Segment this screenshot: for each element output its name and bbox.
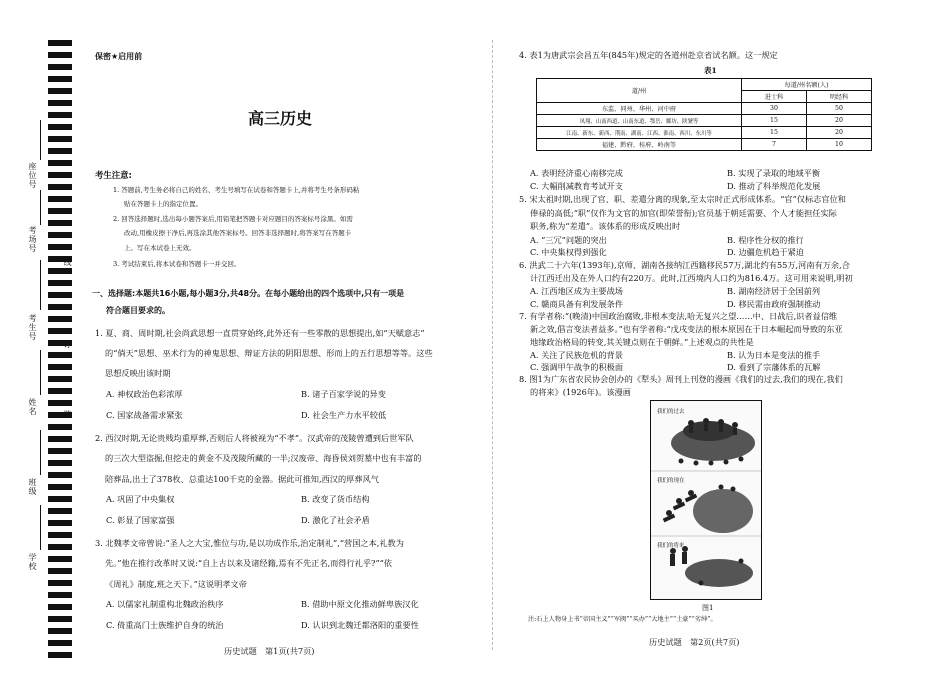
school-label: 学校	[28, 553, 37, 571]
q4-option-c[interactable]: C. 大幅削减教育考试开支	[530, 181, 624, 191]
table-cell-mingjing: 50	[806, 103, 871, 115]
q1-option-b[interactable]: B. 诸子百家学说的异变	[301, 389, 386, 399]
q7-option-c[interactable]: C. 强调甲午战争的积极面	[530, 362, 624, 372]
section-heading: 一、选择题:本题共16小题,每小题3分,共48分。在每小题给出的四个选项中,只有一项是	[92, 289, 405, 298]
q3-option-c[interactable]: C. 倚重高门士族维护自身的统治	[106, 620, 224, 630]
table-cell-mingjing: 20	[806, 115, 871, 127]
table-head-mingjing: 明经科	[806, 91, 871, 103]
quota-table	[536, 78, 872, 151]
q1-option-d[interactable]: D. 社会生产力水平较低	[301, 410, 387, 420]
class-label: 班级	[28, 478, 37, 496]
table-cell-mingjing: 10	[806, 139, 871, 151]
q2-line: 陪葬品,出土了378枚、总重达100千克的金器。据此可推知,西汉的厚葬风气	[105, 474, 379, 484]
cartoon-drawing	[651, 401, 761, 599]
q3-option-d[interactable]: D. 认识到北魏迁都洛阳的重要性	[301, 620, 419, 630]
cartoon-label-future: 我们的将来	[657, 543, 685, 549]
q3-line: 《周礼》制度,班之天下。”这说明孝文帝	[105, 579, 247, 589]
figure-caption: 图1	[702, 604, 714, 612]
q5-option-b[interactable]: B. 程序性分权的推行	[727, 235, 804, 245]
q1-line: 思想反映出该时期	[105, 368, 171, 378]
q3-line: 3. 北魏孝文帝曾说:“圣人之大宝,惟位与功,是以功成作乐,治定制礼”,“营国之本,礼教为	[95, 538, 404, 548]
table-cell-jinshi: 15	[742, 127, 807, 139]
page-title: 高三历史	[248, 109, 313, 128]
q5-line: 5. 宋太祖时期,出现了官、职、差遣分离的现象,至太宗时正式形成体系。“官”仅标志官位和	[519, 194, 846, 204]
q6-option-b[interactable]: B. 湖南经济居于全国前列	[727, 286, 821, 296]
notice-line: 上。写在本试卷上无效。	[124, 244, 196, 252]
q2-option-a[interactable]: A. 巩固了中央集权	[106, 494, 175, 504]
table-row	[537, 127, 872, 139]
q3-option-b[interactable]: B. 借助中原文化推动鲜卑族汉化	[301, 599, 419, 609]
q5-line: 职务,称为“差遣”。该体系的形成反映出时	[530, 221, 681, 231]
notice-title: 考生注意:	[95, 170, 132, 180]
q6-option-c[interactable]: C. 赣商具备有利发展条件	[530, 299, 624, 309]
q5-option-c[interactable]: C. 中央集权得到强化	[530, 247, 607, 257]
right-footer: 历史试题 第2页(共7页)	[649, 637, 740, 647]
notice-line: 1. 答题前,考生务必将自己的姓名、考生号填写在试卷和答题卡上,并将考生号条形码粘	[113, 186, 360, 194]
notice-line: 贴在答题卡上的指定位置。	[124, 200, 202, 208]
q7-line: 地缘政治格局的转变,其关键点则在于朝鲜。”上述观点的共性是	[530, 337, 754, 347]
staple-label: 订	[63, 340, 72, 349]
table-cell-region: 东监、同州、华州、河中府	[537, 103, 742, 115]
q6-line: 计江西迁出及在外人口约有220万。此时,江西境内人口约为816.4万。这可用来说明,明初	[530, 273, 853, 283]
q1-option-c[interactable]: C. 国家战备需求紧张	[106, 410, 183, 420]
q2-line: 2. 西汉时期,无论贵贱均重厚葬,否则后人将被视为“不孝”。汉武帝的茂陵曾遭到后世军队	[95, 433, 414, 443]
q6-option-a[interactable]: A. 江西地区成为主要战场	[530, 286, 623, 296]
table-cell-region: 江南、新东、新西、荆南、湖南、江西、淮南、西川、东川等	[537, 127, 742, 139]
table-cell-region: 凤翔、山南西道、山南东道、鄂岳、鄜坊、陕虢等	[537, 115, 742, 127]
table-cell-region: 福建、黔府、桂府、岭南等	[537, 139, 742, 151]
table-row	[537, 103, 872, 115]
bind-label: 装	[63, 410, 72, 419]
table-row	[537, 139, 872, 151]
q4-option-d[interactable]: D. 推动了科举规范化发展	[727, 181, 821, 191]
q5-line: 俸禄的高低;“职”仅作为文官的加官(即荣誉衔);官员基于朝廷需要、个人才能担任实际	[530, 208, 837, 218]
q6-line: 6. 洪武二十六年(1393年),京师、湖南各接纳江西籍移民57万,湖北约有55万,河南有万余,合	[519, 260, 850, 270]
examinee-label: 考生号	[28, 314, 37, 341]
table-cell-mingjing: 20	[806, 127, 871, 139]
q4-option-b[interactable]: B. 实现了录取的地域平衡	[727, 168, 821, 178]
table-caption: 表1	[704, 66, 717, 75]
table-row	[537, 115, 872, 127]
figure-note: 注:石上人物身上书“帝国主义”“军阀”“买办”“大地主”“土豪”“劣绅”。	[528, 616, 717, 623]
name-label: 姓名	[28, 398, 37, 416]
table-cell-jinshi: 15	[742, 115, 807, 127]
q2-option-d[interactable]: D. 激化了社会矛盾	[301, 515, 370, 525]
q8-line: 的将来》(1926年)。该漫画	[530, 387, 631, 397]
left-footer: 历史试题 第1页(共7页)	[224, 646, 315, 656]
cartoon-figure	[650, 400, 762, 600]
table-cell-jinshi: 30	[742, 103, 807, 115]
q2-option-b[interactable]: B. 改变了货币结构	[301, 494, 370, 504]
q2-line: 的三次大型盗掘,但挖走的黄金不及茂陵所藏的一半;汉废帝、海昏侯刘贺墓中也有丰富的	[105, 453, 422, 463]
q8-line: 8. 图1为广东省农民协会创办的《犁头》周刊上刊登的漫画《我们的过去,我们的现在,我们	[519, 374, 843, 384]
q6-option-d[interactable]: D. 移民需由政府强制推动	[727, 299, 821, 309]
notice-line: 改动,用橡皮擦干净后,再选涂其他答案标号。回答非选择题时,将答案写在答题卡	[124, 229, 352, 237]
notice-line: 3. 考试结束后,将本试卷和答题卡一并交回。	[113, 260, 241, 268]
q7-line: 新之效,倡言变法者益多。”也有学者称:“戊戌变法的根本原因在于日本崛起而导致的东亚	[530, 324, 843, 334]
q1-line: 1. 夏、商、周时期,社会尚武思想一直贯穿始终,此外还有一些零散的思想提出,如“天赋意志”	[95, 328, 425, 338]
q7-line: 7. 有学者称:“(晚清)中国政治腐败,非根本变法,哈无复兴之望……中、日战后,识者益信维	[519, 311, 838, 321]
seat-label: 座位号	[28, 162, 37, 189]
page-divider	[492, 40, 493, 650]
cartoon-label-past: 我们的过去	[657, 409, 685, 415]
q4-option-a[interactable]: A. 表明经济重心南移完成	[530, 168, 623, 178]
q7-option-d[interactable]: D. 看到了宗藩体系的瓦解	[727, 362, 821, 372]
table-head-quota: 每道/州名额(人)	[742, 79, 872, 91]
q7-option-a[interactable]: A. 关注了民族危机的背景	[530, 350, 623, 360]
q5-option-d[interactable]: D. 边疆危机趋于紧迫	[727, 247, 804, 257]
q1-option-a[interactable]: A. 神权政治色彩浓厚	[106, 389, 183, 399]
notice-line: 2. 回答选择题时,选出每小题答案后,用铅笔把答题卡对应题目的答案标号涂黑。如需	[113, 215, 353, 223]
q2-option-c[interactable]: C. 彰显了国家富强	[106, 515, 175, 525]
q5-option-a[interactable]: A. “三冗”问题的突出	[530, 235, 607, 245]
table-head-region: 道/州	[537, 79, 742, 103]
room-label: 考场号	[28, 226, 37, 253]
q3-line: 先。”他在推行改革时又说:“自上古以来及诸经籍,焉有不先正名,而得行礼乎?”“依	[105, 558, 392, 568]
q4-line: 4. 表1为唐武宗会昌五年(845年)规定的各道州赴京省试名额。这一规定	[519, 50, 778, 60]
q7-option-b[interactable]: B. 认为日本是变法的推手	[727, 350, 821, 360]
table-head-jinshi: 进士科	[742, 91, 807, 103]
secret-label: 保密★启用前	[95, 52, 143, 61]
table-cell-jinshi: 7	[742, 139, 807, 151]
cut-line-label: 线	[63, 258, 72, 267]
q3-option-a[interactable]: A. 以儒家礼制重构北魏政治秩序	[106, 599, 224, 609]
q1-line: 的“倘天”思想、巫术行为的神鬼思想、辩证方法的阴阳思想、形而上的五行思想等等。这些	[105, 348, 433, 358]
section-heading-cont: 符合题目要求的。	[106, 306, 170, 315]
cartoon-label-present: 我们的现在	[657, 478, 685, 484]
